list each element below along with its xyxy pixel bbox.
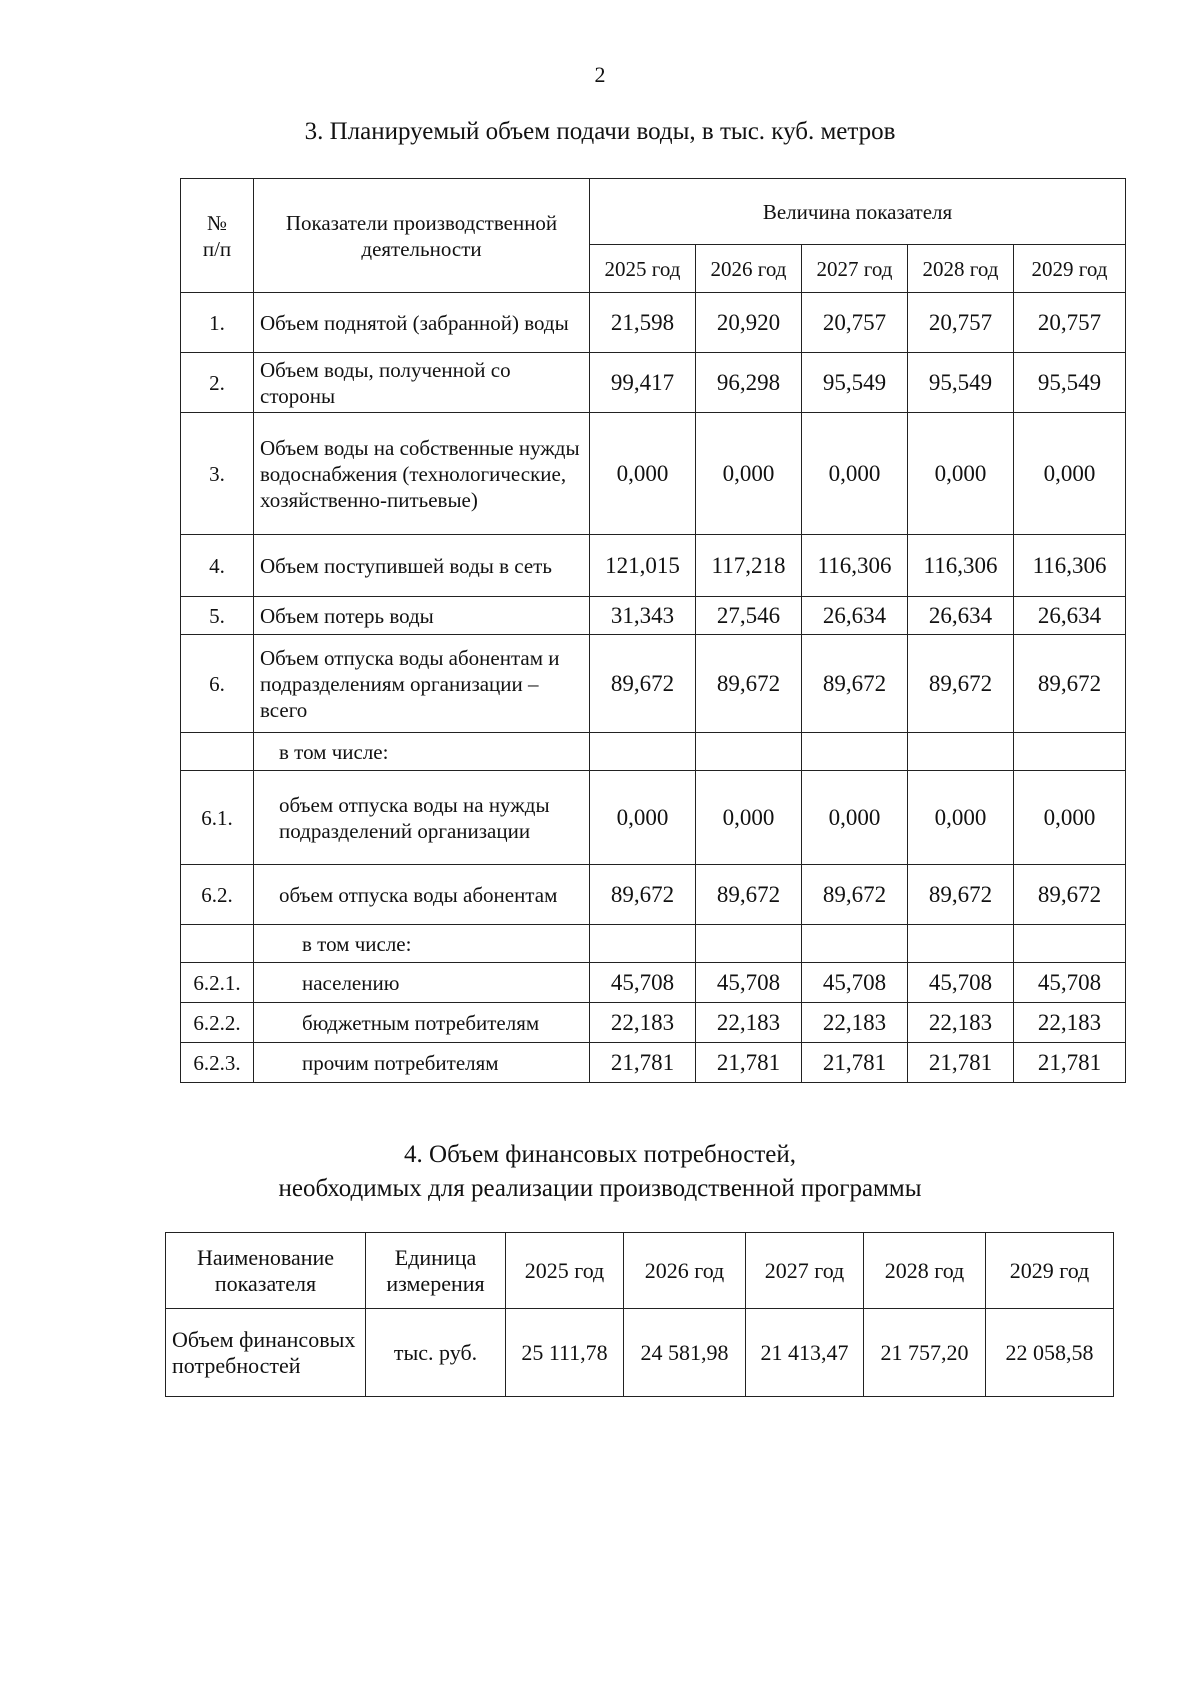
row-value: [590, 733, 696, 771]
row-value: 121,015: [590, 535, 696, 597]
row-value: 89,672: [590, 635, 696, 733]
row-value: 99,417: [590, 353, 696, 413]
row-value: 26,634: [802, 597, 908, 635]
row-num: 6.: [181, 635, 254, 733]
header-year: 2026 год: [696, 245, 802, 293]
row-value: 0,000: [696, 771, 802, 865]
row-value: 24 581,98: [624, 1309, 746, 1397]
row-value: 45,708: [908, 963, 1014, 1003]
row-value: 89,672: [696, 865, 802, 925]
table-row: [181, 293, 1126, 353]
row-value: [908, 733, 1014, 771]
row-value: 89,672: [802, 635, 908, 733]
row-value: 0,000: [1014, 771, 1126, 865]
row-num: [181, 925, 254, 963]
row-num: 6.2.1.: [181, 963, 254, 1003]
row-value: 0,000: [802, 413, 908, 535]
row-label: Объем отпуска воды абонентам и подразделениям организации – всего: [254, 635, 590, 733]
row-value: 45,708: [590, 963, 696, 1003]
row-label: объем отпуска воды абонентам: [254, 865, 590, 925]
section4-title-line2: необходимых для реализации производственной программы: [278, 1175, 922, 1202]
row-num: [181, 733, 254, 771]
row-label: в том числе:: [254, 925, 590, 963]
section4-title-line1: 4. Объем финансовых потребностей,: [404, 1141, 796, 1168]
row-value: 116,306: [908, 535, 1014, 597]
row-num: 6.1.: [181, 771, 254, 865]
row-value: [802, 925, 908, 963]
row-label: населению: [254, 963, 590, 1003]
water-supply-table: [180, 178, 1126, 1083]
header-year: 2027 год: [802, 245, 908, 293]
row-label: бюджетным потребителям: [254, 1003, 590, 1043]
header-name: Наименование показателя: [166, 1233, 366, 1309]
row-value: 31,343: [590, 597, 696, 635]
table-row: [181, 1003, 1126, 1043]
table-row: [181, 733, 1126, 771]
row-value: 20,757: [802, 293, 908, 353]
table-row: [181, 865, 1126, 925]
row-num: 6.2.3.: [181, 1043, 254, 1083]
row-label: в том числе:: [254, 733, 590, 771]
header-year: 2025 год: [506, 1233, 624, 1309]
row-value: 116,306: [1014, 535, 1126, 597]
row-value: 26,634: [908, 597, 1014, 635]
row-value: 0,000: [696, 413, 802, 535]
row-label: объем отпуска воды на нужды подразделений организации: [254, 771, 590, 865]
row-label: Объем поступившей воды в сеть: [254, 535, 590, 597]
table-row: [181, 597, 1126, 635]
header-year: 2029 год: [1014, 245, 1126, 293]
row-label: Объем поднятой (забранной) воды: [254, 293, 590, 353]
header-year: 2027 год: [746, 1233, 864, 1309]
table-row: [181, 353, 1126, 413]
row-value: 0,000: [908, 413, 1014, 535]
header-year: 2028 год: [908, 245, 1014, 293]
row-value: 89,672: [908, 635, 1014, 733]
row-value: 22,183: [802, 1003, 908, 1043]
row-value: 45,708: [1014, 963, 1126, 1003]
row-value: 22,183: [696, 1003, 802, 1043]
row-value: 95,549: [802, 353, 908, 413]
row-value: 20,757: [1014, 293, 1126, 353]
table-row: [181, 771, 1126, 865]
row-value: 89,672: [590, 865, 696, 925]
row-value: 116,306: [802, 535, 908, 597]
row-num: 3.: [181, 413, 254, 535]
row-unit: тыс. руб.: [366, 1309, 506, 1397]
row-value: 21,781: [696, 1043, 802, 1083]
row-value: 21,598: [590, 293, 696, 353]
row-num: 2.: [181, 353, 254, 413]
header-indicator: Показатели производственной деятельности: [254, 179, 590, 293]
section4-title: [0, 1138, 1200, 1206]
row-value: 95,549: [908, 353, 1014, 413]
row-value: 22 058,58: [986, 1309, 1114, 1397]
row-label: Объем воды на собственные нужды водоснабжения (технологические, хозяйственно-питьевые): [254, 413, 590, 535]
row-num: 6.2.2.: [181, 1003, 254, 1043]
table-row: [181, 925, 1126, 963]
header-value-group: Величина показателя: [590, 179, 1126, 245]
row-value: 89,672: [908, 865, 1014, 925]
header-year: 2028 год: [864, 1233, 986, 1309]
header-num: № п/п: [181, 179, 254, 293]
row-value: 22,183: [908, 1003, 1014, 1043]
row-value: 89,672: [802, 865, 908, 925]
header-year: 2029 год: [986, 1233, 1114, 1309]
row-value: 20,920: [696, 293, 802, 353]
row-label: Объем потерь воды: [254, 597, 590, 635]
row-value: 0,000: [802, 771, 908, 865]
row-num: 6.2.: [181, 865, 254, 925]
row-value: 0,000: [590, 771, 696, 865]
header-year: 2026 год: [624, 1233, 746, 1309]
section3-title: 3. Планируемый объем подачи воды, в тыс. куб. метров: [304, 118, 896, 145]
row-value: 20,757: [908, 293, 1014, 353]
row-value: 45,708: [696, 963, 802, 1003]
row-value: [590, 925, 696, 963]
table-row: [181, 1043, 1126, 1083]
row-value: [1014, 925, 1126, 963]
row-value: 25 111,78: [506, 1309, 624, 1397]
row-value: [1014, 733, 1126, 771]
row-value: [696, 925, 802, 963]
table-row: [181, 635, 1126, 733]
row-value: 21,781: [908, 1043, 1014, 1083]
row-num: 4.: [181, 535, 254, 597]
row-value: 0,000: [1014, 413, 1126, 535]
row-value: 22,183: [1014, 1003, 1126, 1043]
row-value: 0,000: [590, 413, 696, 535]
row-label: Объем воды, полученной со стороны: [254, 353, 590, 413]
financial-needs-table: [165, 1232, 1114, 1397]
row-value: 117,218: [696, 535, 802, 597]
row-value: [908, 925, 1014, 963]
row-value: [802, 733, 908, 771]
row-value: [696, 733, 802, 771]
table-row: [181, 963, 1126, 1003]
row-value: 89,672: [696, 635, 802, 733]
row-label: прочим потребителям: [254, 1043, 590, 1083]
row-value: 96,298: [696, 353, 802, 413]
row-value: 89,672: [1014, 865, 1126, 925]
row-value: 21,781: [590, 1043, 696, 1083]
row-value: 27,546: [696, 597, 802, 635]
header-unit: Единица измерения: [366, 1233, 506, 1309]
row-value: 21 757,20: [864, 1309, 986, 1397]
row-num: 5.: [181, 597, 254, 635]
row-value: 21,781: [802, 1043, 908, 1083]
row-value: 21,781: [1014, 1043, 1126, 1083]
row-value: 22,183: [590, 1003, 696, 1043]
table-row: [166, 1309, 1114, 1397]
row-value: 0,000: [908, 771, 1014, 865]
header-year: 2025 год: [590, 245, 696, 293]
table-row: [181, 413, 1126, 535]
row-value: 89,672: [1014, 635, 1126, 733]
row-value: 45,708: [802, 963, 908, 1003]
row-name: Объем финансовых потребностей: [166, 1309, 366, 1397]
row-value: 95,549: [1014, 353, 1126, 413]
row-num: 1.: [181, 293, 254, 353]
table-row: [181, 535, 1126, 597]
row-value: 21 413,47: [746, 1309, 864, 1397]
row-value: 26,634: [1014, 597, 1126, 635]
page-number: 2: [594, 62, 606, 87]
